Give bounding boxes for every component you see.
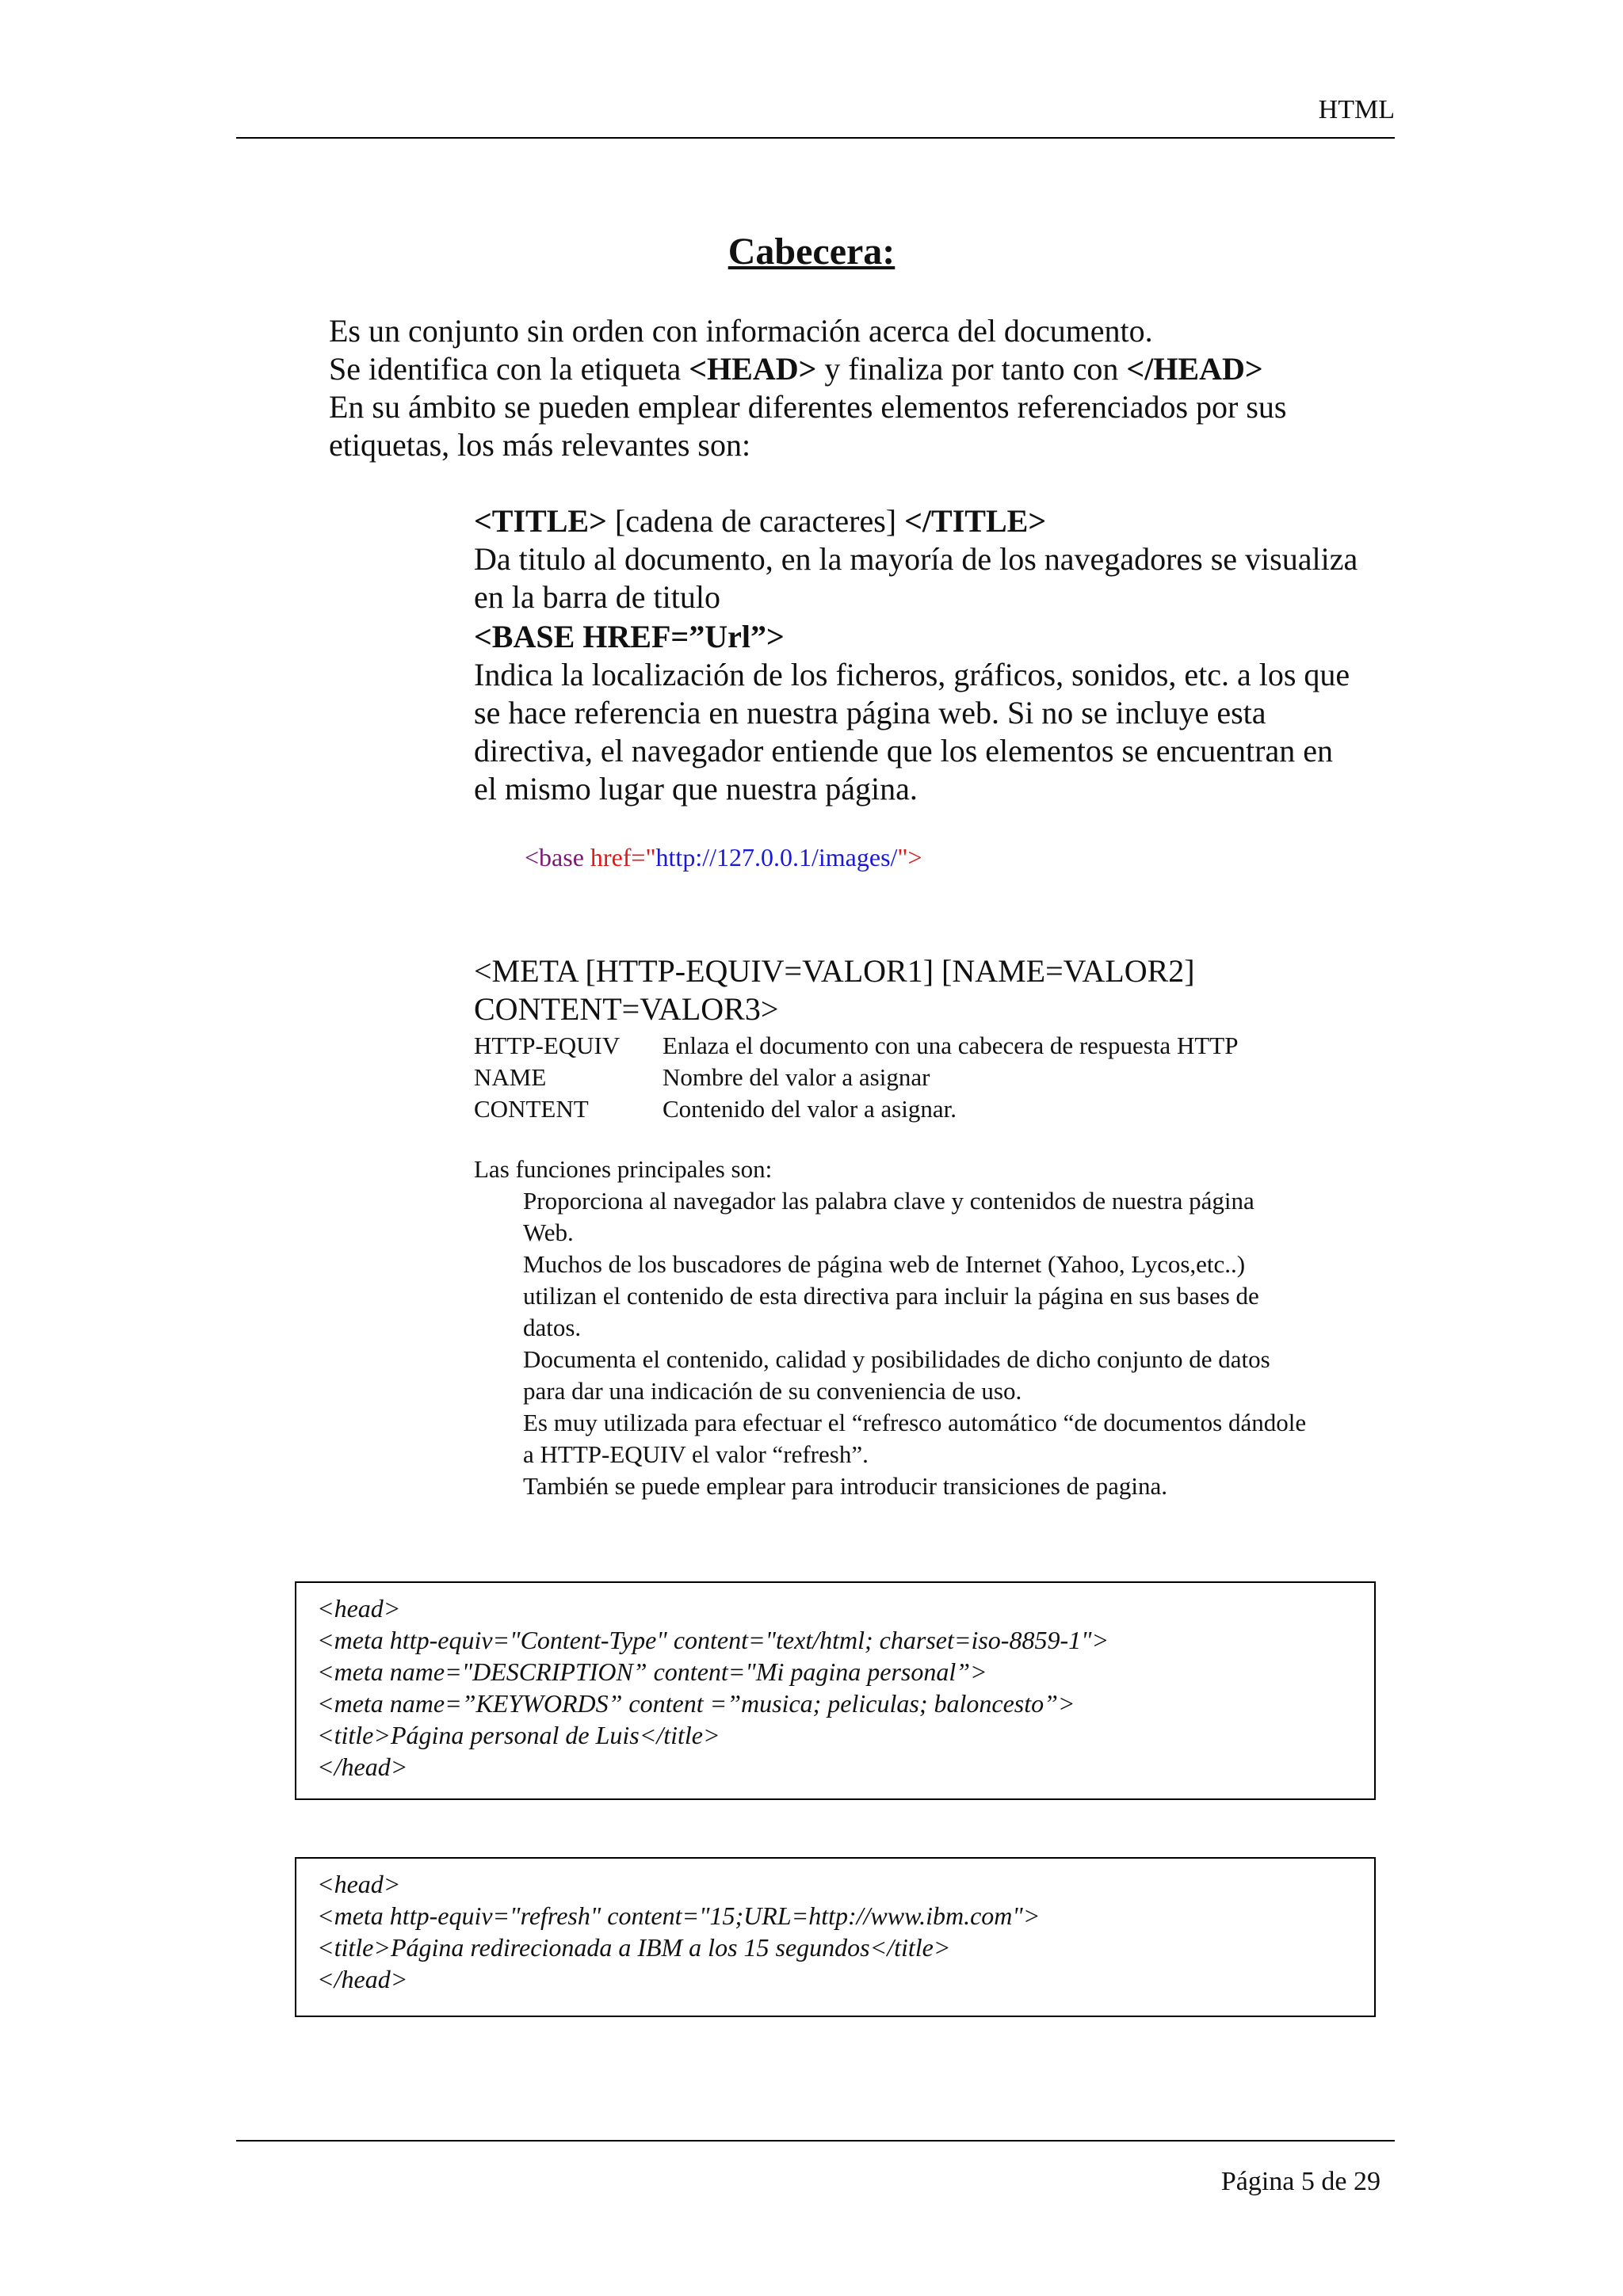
intro-paragraph (329, 312, 1286, 464)
code-line: </head> (317, 1965, 408, 1993)
code-line: <head> (317, 1870, 401, 1898)
function-line: Documenta el contenido, calidad y posibilidades de dicho conjunto de datos (523, 1345, 1270, 1373)
base-tag-desc-4: el mismo lugar que nuestra página. (474, 771, 918, 807)
base-tag-section (474, 618, 1350, 808)
function-line: Proporciona al navegador las palabra clave y contenidos de nuestra página (523, 1187, 1254, 1215)
intro-line-2-text: Se identifica con la etiqueta (329, 351, 689, 387)
code-attr-value: http://127.0.0.1/images/ (655, 843, 898, 871)
title-close-tag: </TITLE> (904, 503, 1047, 539)
function-line: Es muy utilizada para efectuar el “refresco automático “de documentos dándole (523, 1409, 1307, 1436)
code-end: "> (897, 843, 922, 871)
function-line: a HTTP-EQUIV el valor “refresh”. (523, 1440, 869, 1468)
meta-def-row (474, 1093, 1238, 1125)
title-tag-desc-2: en la barra de titulo (474, 579, 720, 615)
functions-title: Las funciones principales son: (474, 1155, 773, 1183)
head-open-tag: <HEAD> (689, 351, 817, 387)
code-line: <meta http-equiv="Content-Type" content="text/html; charset=iso-8859-1"> (317, 1626, 1109, 1654)
meta-tag-section (474, 952, 1195, 1028)
function-line: También se puede emplear para introducir transiciones de pagina. (523, 1472, 1167, 1500)
code-tag-name: base (539, 843, 584, 871)
title-open-tag: <TITLE> (474, 503, 607, 539)
code-example-box-1 (295, 1581, 1376, 1800)
code-line: <title>Página redirecionada a IBM a los 15 segundos</title> (317, 1933, 951, 1962)
def-desc: Nombre del valor a asignar (663, 1063, 930, 1091)
base-tag-desc-3: directiva, el navegador entiende que los elementos se encuentran en (474, 733, 1333, 769)
def-term: CONTENT (474, 1095, 589, 1123)
function-line: Muchos de los buscadores de página web de Internet (Yahoo, Lycos,etc..) (523, 1250, 1246, 1278)
head-close-tag: </HEAD> (1126, 351, 1263, 387)
page-number: Página 5 de 29 (1220, 2167, 1381, 2196)
code-line: <head> (317, 1594, 401, 1623)
intro-line-2-mid: y finaliza por tanto con (816, 351, 1127, 387)
code-attr: href=" (583, 843, 656, 871)
code-line: <title>Página personal de Luis</title> (317, 1721, 720, 1749)
def-term: HTTP-EQUIV (474, 1032, 621, 1059)
function-line: Web. (523, 1219, 574, 1246)
meta-definitions (474, 1030, 1238, 1125)
code-lt: < (525, 843, 540, 871)
intro-line-1: Es un conjunto sin orden con información acerca del documento. (329, 313, 1153, 349)
meta-def-row (474, 1030, 1238, 1062)
function-line: para dar una indicación de su conveniencia de uso. (523, 1377, 1022, 1405)
def-term: NAME (474, 1063, 547, 1091)
footer-rule (236, 2140, 1395, 2142)
code-line: <meta name="DESCRIPTION” content="Mi pagina personal”> (317, 1657, 987, 1686)
meta-def-row (474, 1062, 1238, 1093)
def-desc: Contenido del valor a asignar. (663, 1095, 957, 1123)
base-tag-desc-2: se hace referencia en nuestra página web. Si no se incluye esta (474, 695, 1266, 730)
base-tag-desc-1: Indica la localización de los ficheros, gráficos, sonidos, etc. a los que (474, 657, 1350, 692)
title-tag-syntax (474, 502, 1358, 540)
base-example-code (525, 843, 922, 872)
functions-list (523, 1185, 1306, 1502)
base-tag-heading: <BASE HREF=”Url”> (474, 619, 785, 654)
intro-line-3: En su ámbito se pueden emplear diferentes elementos referenciados por sus (329, 389, 1287, 425)
intro-line-4: etiquetas, los más relevantes son: (329, 427, 751, 463)
title-tag-section (474, 502, 1358, 616)
meta-syntax-2: CONTENT=VALOR3> (474, 991, 779, 1027)
function-line: utilizan el contenido de esta directiva para incluir la página en sus bases de (523, 1282, 1259, 1310)
section-title: Cabecera: (727, 231, 896, 273)
code-line: </head> (317, 1753, 408, 1781)
header-rule (236, 137, 1395, 139)
meta-syntax-1: <META [HTTP-EQUIV=VALOR1] [NAME=VALOR2] (474, 953, 1195, 989)
intro-line-2 (329, 350, 1286, 388)
code-line: <meta http-equiv="refresh" content="15;URL=http://www.ibm.com"> (317, 1901, 1041, 1930)
title-tag-middle: [cadena de caracteres] (606, 503, 905, 539)
code-line: <meta name=”KEYWORDS” content =”musica; peliculas; baloncesto”> (317, 1689, 1075, 1718)
title-tag-desc-1: Da titulo al documento, en la mayoría de los navegadores se visualiza (474, 541, 1358, 577)
function-line: datos. (523, 1314, 582, 1341)
code-example-box-2 (295, 1857, 1376, 2017)
def-desc: Enlaza el documento con una cabecera de respuesta HTTP (663, 1032, 1239, 1059)
running-header: HTML (1318, 95, 1395, 124)
